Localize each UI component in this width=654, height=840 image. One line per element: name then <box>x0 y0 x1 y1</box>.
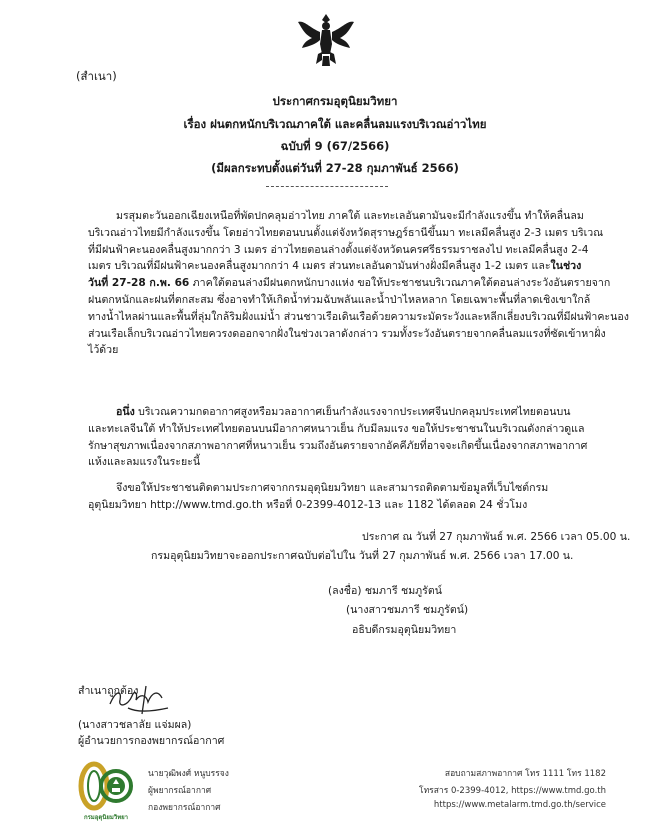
p1-line: ฝนตกหนักและฝนที่ตกสะสม ซึ่งอาจทำให้เกิดน้ำท่วมฉับพลันและน้ำป่าไหลหลาก โดยเฉพาะพื้นที่ลาดเชิงเขาใกล้ <box>88 293 591 306</box>
p1-line: ทางน้ำไหลผ่านและพื้นที่ลุ่มใกล้ริมฝั่งแม่น้ำ ส่วนชาวเรือเดินเรือด้วยความระมัดระวังและหลีกเลี่ยงบริเวณที่มีฝนฟ้าคะนอง <box>88 310 629 323</box>
handwritten-signature <box>106 682 176 716</box>
issue-number: ฉบับที่ 9 (67/2566) <box>280 139 390 153</box>
p1-line: ส่วนเรือเล็กบริเวณอ่าวไทยควรงดออกจากฝั่งในช่วงเวลาดังกล่าว รวมทั้งระวังอันตรายจากคลื่นลมแรงที่ซัดเข้าหาฝั่ง <box>88 327 606 340</box>
certifier-position: ผู้อำนวยการกองพยากรณ์อากาศ <box>78 735 225 747</box>
footer-forecaster-name: นายวุฒิพงศ์ หนูบรรจง <box>148 769 229 779</box>
p2-line <box>88 404 571 421</box>
paragraph-monsoon <box>88 208 629 359</box>
announced-datetime: ประกาศ ณ วันที่ 27 กุมภาพันธ์ พ.ศ. 2566 เวลา 05.00 น. <box>362 531 631 543</box>
signatory-name: (นางสาวชมภารี ชมภูรัตน์) <box>346 604 469 616</box>
p3-line: อุตุนิยมวิทยา http://www.tmd.go.th หรือที่ 0-2399-4012-13 และ 1182 ได้ตลอด 24 ชั่วโมง <box>88 498 528 511</box>
signed-line: (ลงชื่อ) ชมภารี ชมภูรัตน์ <box>328 585 442 597</box>
paragraph-follow-up <box>88 480 556 514</box>
p1-line-text: ภาคใต้ตอนล่างมีฝนตกหนักบางแห่ง ขอให้ประชาชนบริเวณภาคใต้ตอนล่างระวังอันตรายจาก <box>189 277 611 290</box>
p1-line: ที่มีฝนฟ้าคะนองคลื่นสูงมากกว่า 3 เมตร อ่าวไทยตอนล่างตั้งแต่จังหวัดนครศรีธรรมราชลงไป ทะเลมีคลื่นสูง 2-4 <box>88 243 589 256</box>
separator-rule <box>266 186 388 187</box>
footer-service-url: https://www.metalarm.tmd.go.th/service <box>433 800 606 810</box>
p3-line: จึงขอให้ประชาชนติดตามประกาศจากกรมอุตุนิยมวิทยา และสามารถติดตามข้อมูลที่เว็บไซต์กรม <box>116 482 549 494</box>
garuda-emblem-icon <box>296 10 356 70</box>
p1-line <box>88 258 582 275</box>
p2-line-text: บริเวณความกดอากาศสูงหรือมวลอากาศเย็นกำลังแรงจากประเทศจีนปกคลุมประเทศไทยตอนบน <box>134 406 571 418</box>
footer-phone: สอบถามสภาพอากาศ โทร 1111 โทร 1182 <box>444 769 606 779</box>
certified-copy-label: สำเนาถูกต้อง <box>78 685 139 697</box>
p1-emphasis-dates: วันที่ 27-28 ก.พ. 66 <box>88 277 190 290</box>
p1-line: บริเวณอ่าวไทยมีกำลังแรงขึ้น โดยอ่าวไทยตอนบนตั้งแต่จังหวัดสุราษฎร์ธานีขึ้นมา ทะเลมีคลื่นสูง 2-3 เมตร บริเวณ <box>88 226 604 239</box>
next-announcement: กรมอุตุนิยมวิทยาจะออกประกาศฉบับต่อไปใน วันที่ 27 กุมภาพันธ์ พ.ศ. 2566 เวลา 17.00 น. <box>151 550 574 562</box>
signatory-position: อธิบดีกรมอุตุนิยมวิทยา <box>352 624 457 636</box>
certifier-name: (นางสาวชลาลัย แจ่มผล) <box>78 719 192 731</box>
p1-line-text: เมตร บริเวณที่มีฝนฟ้าคะนองคลื่นสูงมากกว่า 4 เมตร ส่วนทะเลอันดามันห่างฝั่งมีคลื่นสูง 1-2 เมตร และ <box>88 260 551 273</box>
p1-emphasis-period: ในช่วง <box>550 260 582 273</box>
p1-line: ไว้ด้วย <box>88 344 119 357</box>
p2-line: รักษาสุขภาพเนื่องจากสภาพอากาศที่หนาวเย็น รวมถึงอันตรายจากอัคคีภัยที่อาจจะเกิดขึ้นเนื่องจากสภาพอากาศ <box>88 439 588 452</box>
p2-line: แห้งและลมแรงในระยะนี้ <box>88 456 201 469</box>
p2-line: และทะเลจีนใต้ ทำให้ประเทศไทยตอนบนมีอากาศหนาวเย็น กับมีลมแรง ขอให้ประชาชนในบริเวณดังกล่าวดูแล <box>88 422 585 435</box>
p1-line <box>88 275 611 292</box>
footer-fax-website: โทรสาร 0-2399-4012, https://www.tmd.go.th <box>419 786 606 796</box>
subject-line: เรื่อง ฝนตกหนักบริเวณภาคใต้ และคลื่นลมแรงบริเวณอ่าวไทย <box>183 117 487 131</box>
logo-caption: กรมอุตุนิยมวิทยา <box>83 814 129 821</box>
p2-lead-word: อนึ่ง <box>116 406 135 418</box>
copy-label: (สำเนา) <box>76 69 117 83</box>
p1-line: มรสุมตะวันออกเฉียงเหนือที่พัดปกคลุมอ่าวไทย ภาคใต้ และทะเลอันดามันจะมีกำลังแรงขึ้น ทำให้คลื่นลม <box>116 210 584 222</box>
footer-division: กองพยากรณ์อากาศ <box>148 803 221 813</box>
footer-forecaster-role: ผู้พยากรณ์อากาศ <box>148 786 212 796</box>
paragraph-cold-air <box>88 404 588 471</box>
effective-dates: (มีผลกระทบตั้งแต่วันที่ 27-28 กุมภาพันธ์ 2566) <box>211 161 459 175</box>
agency-title: ประกาศกรมอุตุนิยมวิทยา <box>272 94 398 108</box>
